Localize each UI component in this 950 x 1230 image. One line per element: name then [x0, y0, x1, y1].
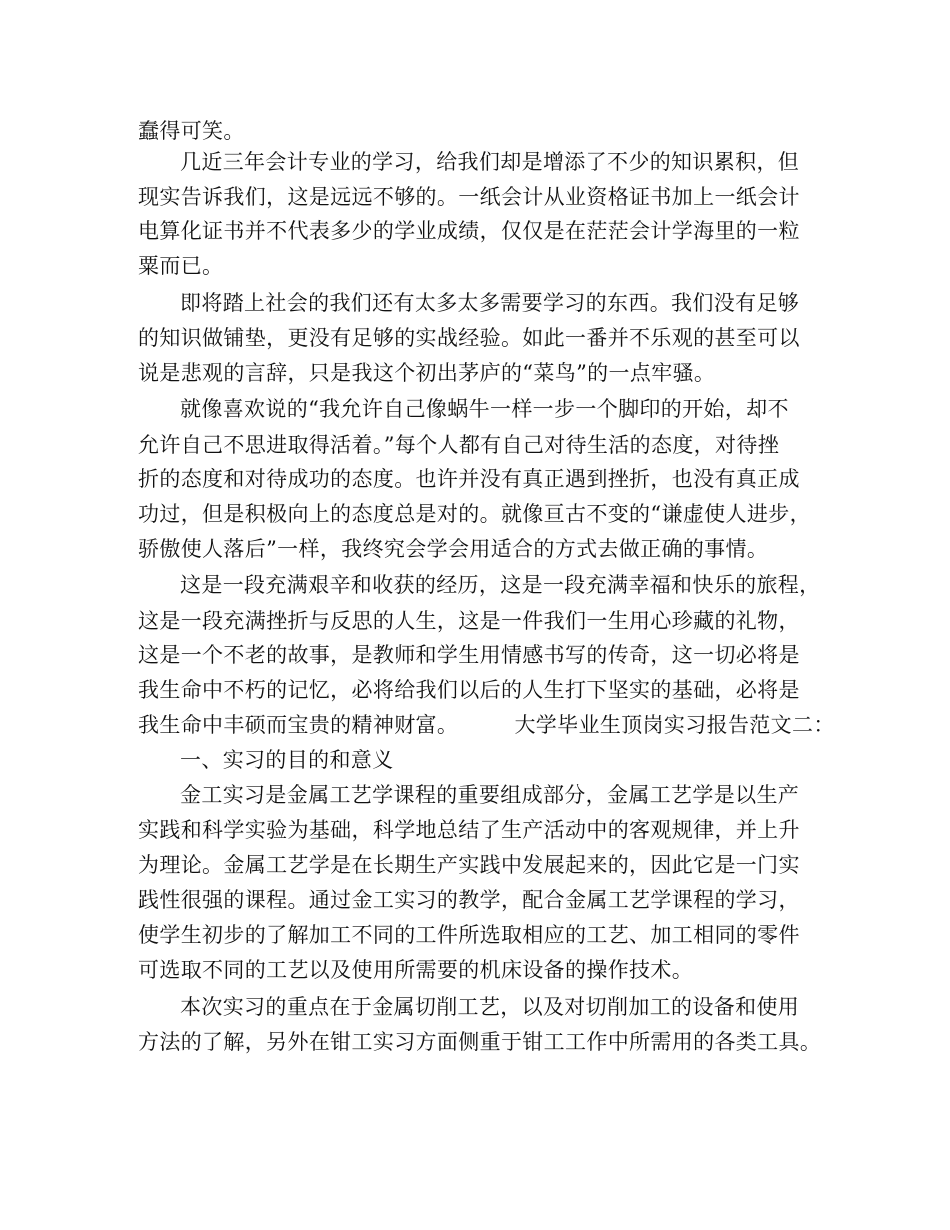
text-line: 即将踏上社会的我们还有太多太多需要学习的东西。我们没有足够	[180, 291, 800, 315]
text-line: 折的态度和对待成功的态度。也许并没有真正遇到挫折，也没有真正成	[138, 467, 800, 491]
text-line: 允许自己不思进取得活着。”每个人都有自己对待生活的态度，对待挫	[138, 433, 780, 457]
text-line: 这是一个不老的故事，是教师和学生用情感书写的传奇，这一切必将是	[138, 643, 800, 667]
text-line: 就像喜欢说的“我允许自己像蜗牛一样一步一个脚印的开始，却不	[180, 397, 789, 421]
text-line: 本次实习的重点在于金属切削工艺，以及对切削加工的设备和使用	[180, 995, 800, 1019]
text-line: 践性很强的课程。通过金工实习的教学，配合金属工艺学课程的学习，	[138, 888, 800, 912]
text-line: 说是悲观的言辞，只是我这个初出茅庐的“菜鸟”的一点牢骚。	[138, 361, 716, 385]
text-line: 金工实习是金属工艺学课程的重要组成部分，金属工艺学是以生产	[180, 783, 800, 807]
text-line: 几近三年会计专业的学习，给我们却是增添了不少的知识累积，但	[180, 150, 800, 174]
text-line: 电算化证书并不代表多少的学业成绩，仅仅是在茫茫会计学海里的一粒	[138, 219, 800, 243]
text-line: 使学生初步的了解加工不同的工件所选取相应的工艺、加工相同的零件	[138, 923, 800, 947]
text-line: 方法的了解，另外在钳工实习方面侧重于钳工工作中所需用的各类工具。	[138, 1030, 822, 1054]
text-line: 实践和科学实验为基础，科学地总结了生产活动中的客观规律，并上升	[138, 818, 800, 842]
text-line: 可选取不同的工艺以及使用所需要的机床设备的操作技术。	[138, 958, 694, 982]
text-line: 我生命中不朽的记忆，必将给我们以后的人生打下坚实的基础，必将是	[138, 678, 800, 702]
text-line: 蠢得可笑。	[138, 119, 245, 143]
text-line: 粟而已。	[138, 254, 224, 278]
text-line: 骄傲使人落后”一样，我终究会学会用适合的方式去做正确的事情。	[138, 537, 769, 561]
section-heading: 一、实习的目的和意义	[180, 748, 394, 772]
text-line: 为理论。金属工艺学是在长期生产实践中发展起来的，因此它是一门实	[138, 853, 800, 877]
text-line: 现实告诉我们，这是远远不够的。一纸会计从业资格证书加上一纸会计	[138, 185, 800, 209]
text-line: 这是一段充满挫折与反思的人生，这是一件我们一生用心珍藏的礼物，	[138, 609, 800, 633]
text-line: 这是一段充满艰辛和收获的经历，这是一段充满幸福和快乐的旅程，	[180, 573, 821, 597]
text-line: 功过，但是积极向上的态度总是对的。就像亘古不变的“谦虚使人进步，	[138, 502, 811, 526]
text-line: 我生命中丰硕而宝贵的精神财富。 大学毕业生顶岗实习报告范文二：	[138, 713, 835, 737]
text-line: 的知识做铺垫，更没有足够的实战经验。如此一番并不乐观的甚至可以	[138, 326, 800, 350]
